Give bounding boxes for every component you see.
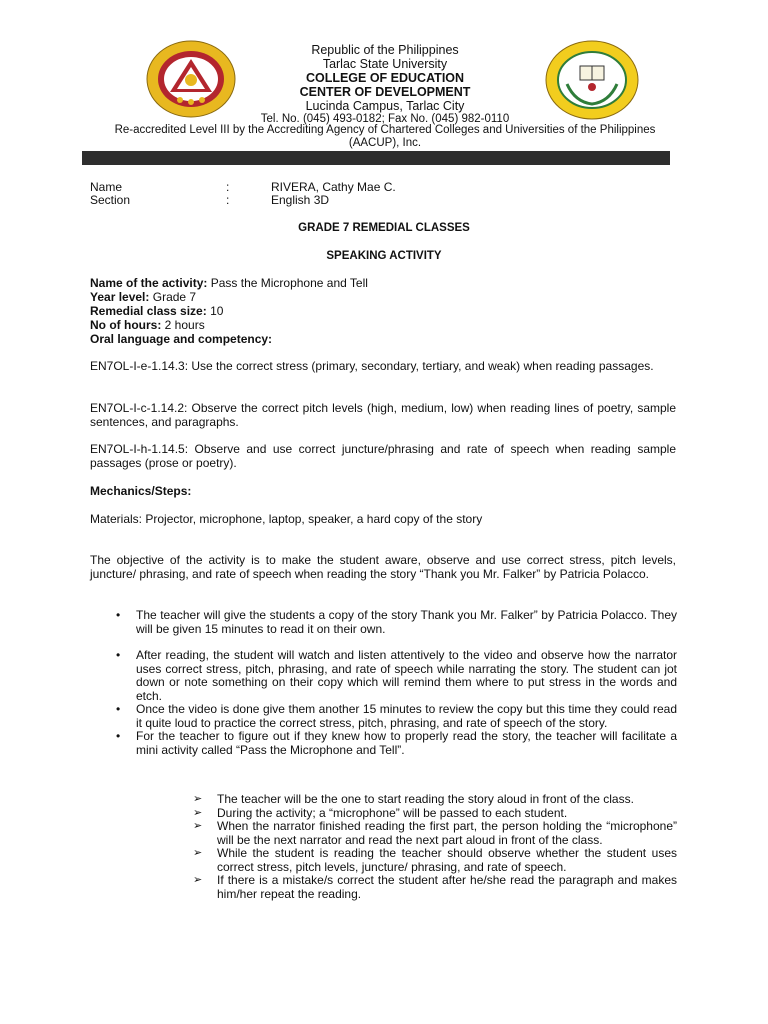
header-center: CENTER OF DEVELOPMENT bbox=[299, 85, 471, 99]
arrow-bullet-icon: ➢ bbox=[193, 806, 203, 819]
arrow-bullet-icon: ➢ bbox=[193, 874, 203, 886]
header-university: Tarlac State University bbox=[322, 57, 448, 71]
step-text: For the teacher to figure out if they knew how to properly read the story, the teacher will facilitate a mini activity called “Pass the Microphone and Tell”. bbox=[136, 729, 677, 757]
section-colon: : bbox=[226, 193, 230, 207]
section-value: English 3D bbox=[271, 193, 330, 207]
header-divider-bar bbox=[82, 151, 670, 165]
substep-text: When the narrator finished reading the first part, the person holding the “microphone” will be the next narrator and read the next part aloud in front of the class. bbox=[217, 819, 677, 847]
hours-label: No of hours: bbox=[90, 318, 162, 332]
name-label: Name bbox=[90, 180, 123, 194]
header-college: COLLEGE OF EDUCATION bbox=[305, 71, 465, 85]
list-item bbox=[193, 873, 677, 901]
bullet-icon: • bbox=[116, 608, 121, 622]
sub-title: SPEAKING ACTIVITY bbox=[326, 250, 442, 262]
objective-paragraph: The objective of the activity is to make the student aware, observe and use correct stress, pitch levels, juncture/ phrasing, and rate of speech when reading the story “Thank you Mr. Falker” by Patricia Polacco. bbox=[90, 553, 676, 581]
size-label: Remedial class size: bbox=[90, 304, 207, 318]
header-contact: Tel. No. (045) 493-0182; Fax No. (045) 982-0110 bbox=[260, 113, 510, 125]
size-line bbox=[90, 305, 223, 319]
bullet-icon: • bbox=[116, 729, 121, 743]
list-item bbox=[116, 608, 677, 636]
name-colon: : bbox=[226, 180, 230, 194]
step-text: The teacher will give the students a copy of the story Thank you Mr. Falker” by Patricia Polacco. They will be given 15 minutes to read it on their own. bbox=[136, 608, 677, 636]
list-item bbox=[193, 805, 677, 821]
steps-list bbox=[116, 608, 677, 757]
header-accreditation: Re-accredited Level III by the Accrediting Agency of Chartered Colleges and Universities of the Philippines (AACUP), Inc. bbox=[114, 124, 656, 149]
competency-juncture: EN7OL-I-h-1.14.5: Observe and use correct juncture/phrasing and rate of speech when reading sample passages (prose or poetry). bbox=[90, 442, 676, 470]
section-label: Section bbox=[90, 193, 131, 207]
arrow-bullet-icon: ➢ bbox=[193, 793, 203, 805]
year-value: Grade 7 bbox=[152, 290, 197, 304]
bullet-icon: • bbox=[116, 702, 121, 716]
materials-line: Materials: Projector, microphone, laptop, speaker, a hard copy of the story bbox=[90, 512, 483, 526]
substep-text: While the student is reading the teacher should observe whether the student uses correct stress, pitch levels, juncture/ phrasing, and rate of speech. bbox=[217, 846, 677, 874]
activity-label: Name of the activity: bbox=[90, 276, 208, 290]
step-text: Once the video is done give them another 15 minutes to review the copy but this time they could read it quite loud to practice the correct stress, pitch, phrasing, and rate of speech of the story. bbox=[136, 702, 677, 730]
hours-line bbox=[90, 319, 205, 333]
competency-stress: EN7OL-I-e-1.14.3: Use the correct stress (primary, secondary, tertiary, and weak) when reading passages. bbox=[90, 359, 654, 373]
list-item bbox=[116, 702, 677, 730]
activity-line bbox=[90, 277, 368, 291]
list-item bbox=[116, 729, 677, 757]
hours-value: 2 hours bbox=[164, 318, 205, 332]
header-republic: Republic of the Philippines bbox=[311, 43, 459, 57]
main-title: GRADE 7 REMEDIAL CLASSES bbox=[298, 222, 470, 234]
bullet-icon: • bbox=[116, 648, 121, 662]
list-item bbox=[193, 819, 677, 847]
list-item bbox=[193, 792, 677, 807]
substeps-list bbox=[193, 792, 677, 901]
size-value: 10 bbox=[210, 304, 224, 318]
arrow-bullet-icon: ➢ bbox=[193, 847, 203, 859]
activity-value: Pass the Microphone and Tell bbox=[210, 276, 368, 290]
arrow-bullet-icon: ➢ bbox=[193, 820, 203, 832]
list-item bbox=[116, 648, 677, 703]
mechanics-label: Mechanics/Steps: bbox=[90, 484, 192, 498]
substep-text: During the activity; a “microphone” will be passed to each student. bbox=[217, 805, 568, 820]
name-value: RIVERA, Cathy Mae C. bbox=[271, 180, 396, 194]
substep-text: If there is a mistake/s correct the student after he/she read the paragraph and makes him/her repeat the reading. bbox=[217, 873, 677, 901]
competency-pitch: EN7OL-I-c-1.14.2: Observe the correct pitch levels (high, medium, low) when reading lines of poetry, sample sentences, and paragraphs. bbox=[90, 401, 676, 429]
substep-text: The teacher will be the one to start reading the story aloud in front of the class. bbox=[217, 792, 634, 806]
year-label: Year level: bbox=[90, 290, 150, 304]
competency-label: Oral language and competency: bbox=[90, 332, 273, 346]
list-item bbox=[193, 846, 677, 874]
header-campus: Lucinda Campus, Tarlac City bbox=[305, 99, 465, 113]
year-line bbox=[90, 291, 196, 305]
step-text: After reading, the student will watch and listen attentively to the video and observe how the narrator uses correct stress, pitch, phrasing, and rate of speech while narrating the story. The student can jot down or note something on their copy which will remind them where to put stress in the words and etch. bbox=[136, 648, 677, 703]
